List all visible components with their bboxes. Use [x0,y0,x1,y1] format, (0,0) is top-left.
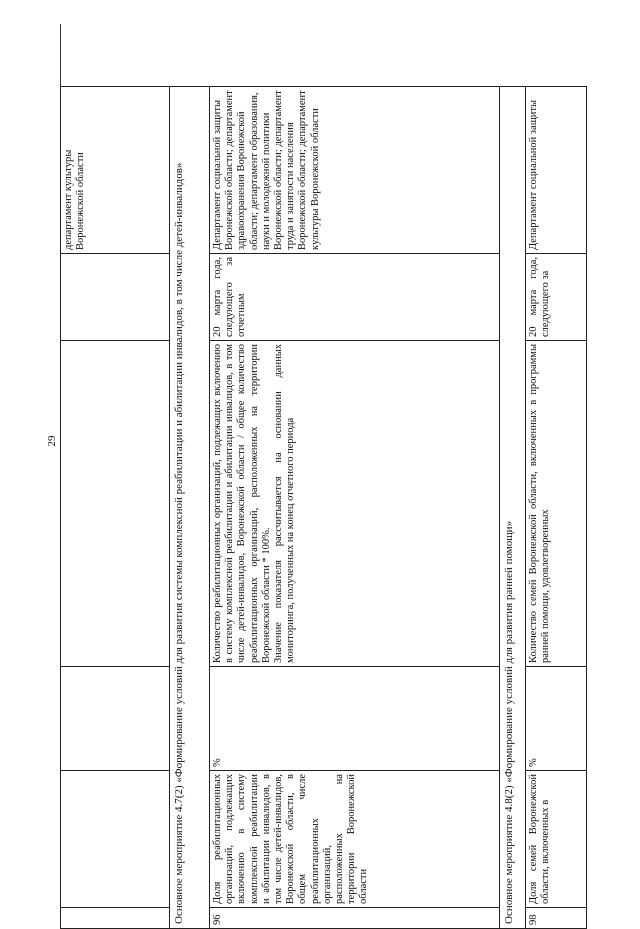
row-number: 96 [210,908,500,929]
calculation-method: Количество семей Воронежской области, включенных в программы ранней помощи, удовлетворенных [526,341,587,667]
calculation-method [210,341,500,667]
method-note: Значение показателя рассчитывается на основании данных мониторинга, полученных на конец отчетного периода [273,344,297,663]
section-title-4-7: Основное мероприятие 4.7(2) «Формирование условий для развития системы комплексной реабилитации и абилитации инвалидов, в том числе детей-инвалидов» [170,87,210,929]
unit-of-measure: % [526,667,587,771]
table-row [210,87,500,929]
section-title-4-8: Основное мероприятие 4.8(2) «Формирование условий для развития ранней помощи» [500,87,526,929]
cell-indicator [61,771,170,908]
row-number: 98 [526,908,587,929]
responsible-executors: Департамент социальной защиты [526,87,587,254]
reporting-deadline: 20 марта года, следующего за отчетным [210,254,500,341]
method-formula: Количество реабилитационных организаций, подлежащих включению в систему комплексной реабилитации и абилитации инвалидов, в том числе детей-инвалидов, Воронежской области / общее количество реабилитационных организаций, расположенных на территории Воронежской области * 100%. [212,344,272,663]
cell-responsible: департамент культуры Воронежской области [61,87,170,254]
indicator-name: Доля реабилитационных организаций, подлежащих включению в систему комплексной реабилитации и абилитации инвалидов, в том числе детей-инвалидов, Воронежской области, в общем числе реабилитационных организаций, расположенных на территории Воронежской области [210,771,500,908]
cell-deadline [61,254,170,341]
page-number: 29 [46,435,58,447]
reporting-deadline: 20 марта года, следующего за [526,254,587,341]
section-heading-row [170,87,210,929]
indicator-name: Доля семей Воронежской области, включенных в [526,771,587,908]
responsible-executors: Департамент социальной защиты Воронежской области; департамент здравоохранения Воронежской области; департамент образования, науки и молодежной политики Воронежской области; департамент труда и занятости населения Воронежской области; департамент культуры Воронежской области [210,87,500,254]
cell-number [61,908,170,929]
section-heading-row [500,87,526,929]
cell-unit [61,667,170,771]
indicator-table [60,86,587,929]
rotated-page [60,24,586,929]
table-row [61,87,170,929]
cell-method [61,341,170,667]
unit-of-measure: % [210,667,500,771]
table-row [526,87,587,929]
